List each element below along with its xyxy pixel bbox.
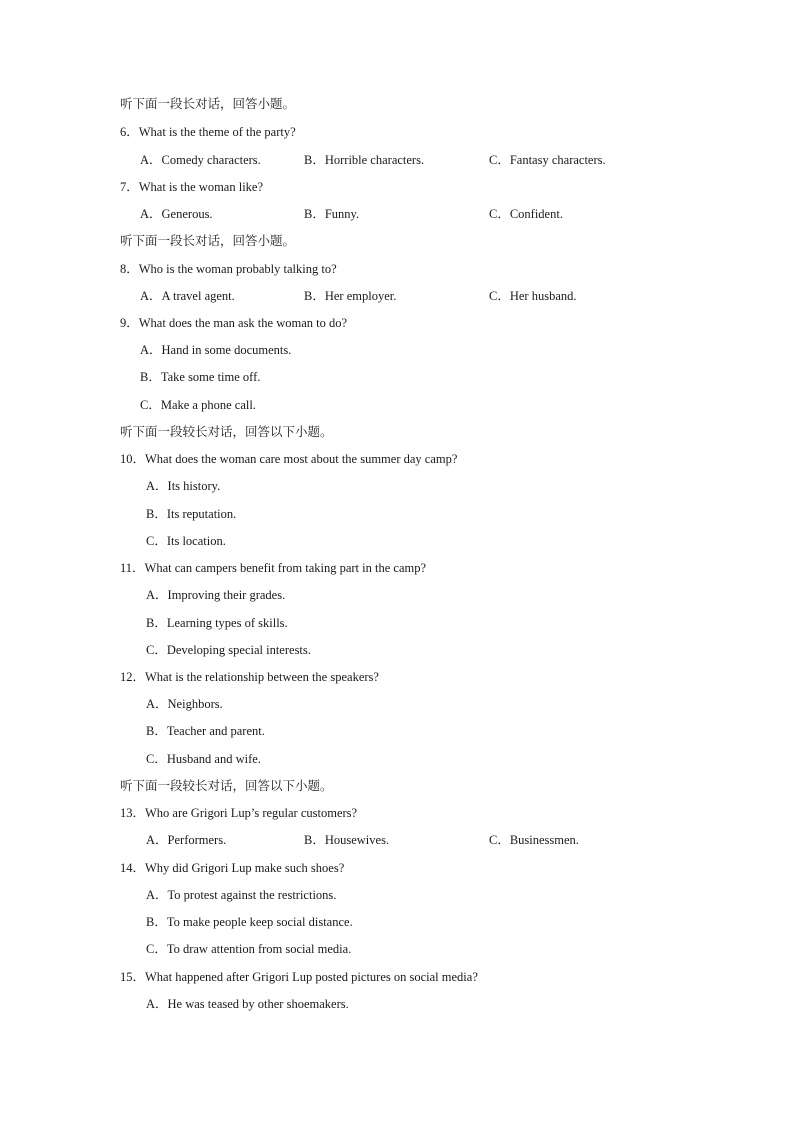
q7-option-c: C．Confident. xyxy=(489,207,563,221)
q10-option-c: C．Its location. xyxy=(146,534,226,548)
q14-option-c: C．To draw attention from social media. xyxy=(146,942,352,956)
q7-option-b: B．Funny. xyxy=(304,207,360,221)
question-9-stem: 9．What does the man ask the woman to do? xyxy=(120,316,348,330)
section-heading: 听下面一段长对话，回答小题。 xyxy=(120,233,296,248)
q11-option-a: A．Improving their grades. xyxy=(146,588,286,602)
q13-option-c: C．Businessmen. xyxy=(489,833,579,847)
q14-option-b: B．To make people keep social distance. xyxy=(146,915,353,929)
q7-option-a: A．Generous. xyxy=(140,207,213,221)
q12-option-b: B．Teacher and parent. xyxy=(146,724,265,738)
q14-option-a: A．To protest against the restrictions. xyxy=(146,888,337,902)
question-7-stem: 7．What is the woman like? xyxy=(120,180,264,194)
q8-option-a: A．A travel agent. xyxy=(140,289,235,303)
q12-option-c: C．Husband and wife. xyxy=(146,752,261,766)
q9-option-b: B．Take some time off. xyxy=(140,370,261,384)
q15-option-a: A．He was teased by other shoemakers. xyxy=(146,997,349,1011)
q13-option-b: B．Housewives. xyxy=(304,833,390,847)
question-14-stem: 14．Why did Grigori Lup make such shoes? xyxy=(120,861,345,875)
section-heading: 听下面一段长对话，回答小题。 xyxy=(120,96,296,111)
q8-option-c: C．Her husband. xyxy=(489,289,577,303)
q6-option-a: A．Comedy characters. xyxy=(140,153,261,167)
question-13-stem: 13．Who are Grigori Lup’s regular customers? xyxy=(120,806,358,820)
q13-option-a: A．Performers. xyxy=(146,833,227,847)
q9-option-c: C．Make a phone call. xyxy=(140,398,256,412)
q9-option-a: A．Hand in some documents. xyxy=(140,343,292,357)
q6-option-c: C．Fantasy characters. xyxy=(489,153,606,167)
question-12-stem: 12．What is the relationship between the speakers? xyxy=(120,670,379,684)
question-15-stem: 15．What happened after Grigori Lup posted pictures on social media? xyxy=(120,970,478,984)
q6-option-b: B．Horrible characters. xyxy=(304,153,425,167)
section-heading: 听下面一段较长对话，回答以下小题。 xyxy=(120,778,333,793)
q10-option-a: A．Its history. xyxy=(146,479,221,493)
q12-option-a: A．Neighbors. xyxy=(146,697,223,711)
question-11-stem: 11．What can campers benefit from taking part in the camp? xyxy=(120,561,427,575)
q10-option-b: B．Its reputation. xyxy=(146,507,237,521)
q11-option-c: C．Developing special interests. xyxy=(146,643,311,657)
section-heading: 听下面一段较长对话，回答以下小题。 xyxy=(120,424,333,439)
question-6-stem: 6．What is the theme of the party? xyxy=(120,125,296,139)
question-10-stem: 10．What does the woman care most about the summer day camp? xyxy=(120,452,458,466)
question-8-stem: 8．Who is the woman probably talking to? xyxy=(120,262,337,276)
q11-option-b: B．Learning types of skills. xyxy=(146,616,288,630)
q8-option-b: B．Her employer. xyxy=(304,289,397,303)
